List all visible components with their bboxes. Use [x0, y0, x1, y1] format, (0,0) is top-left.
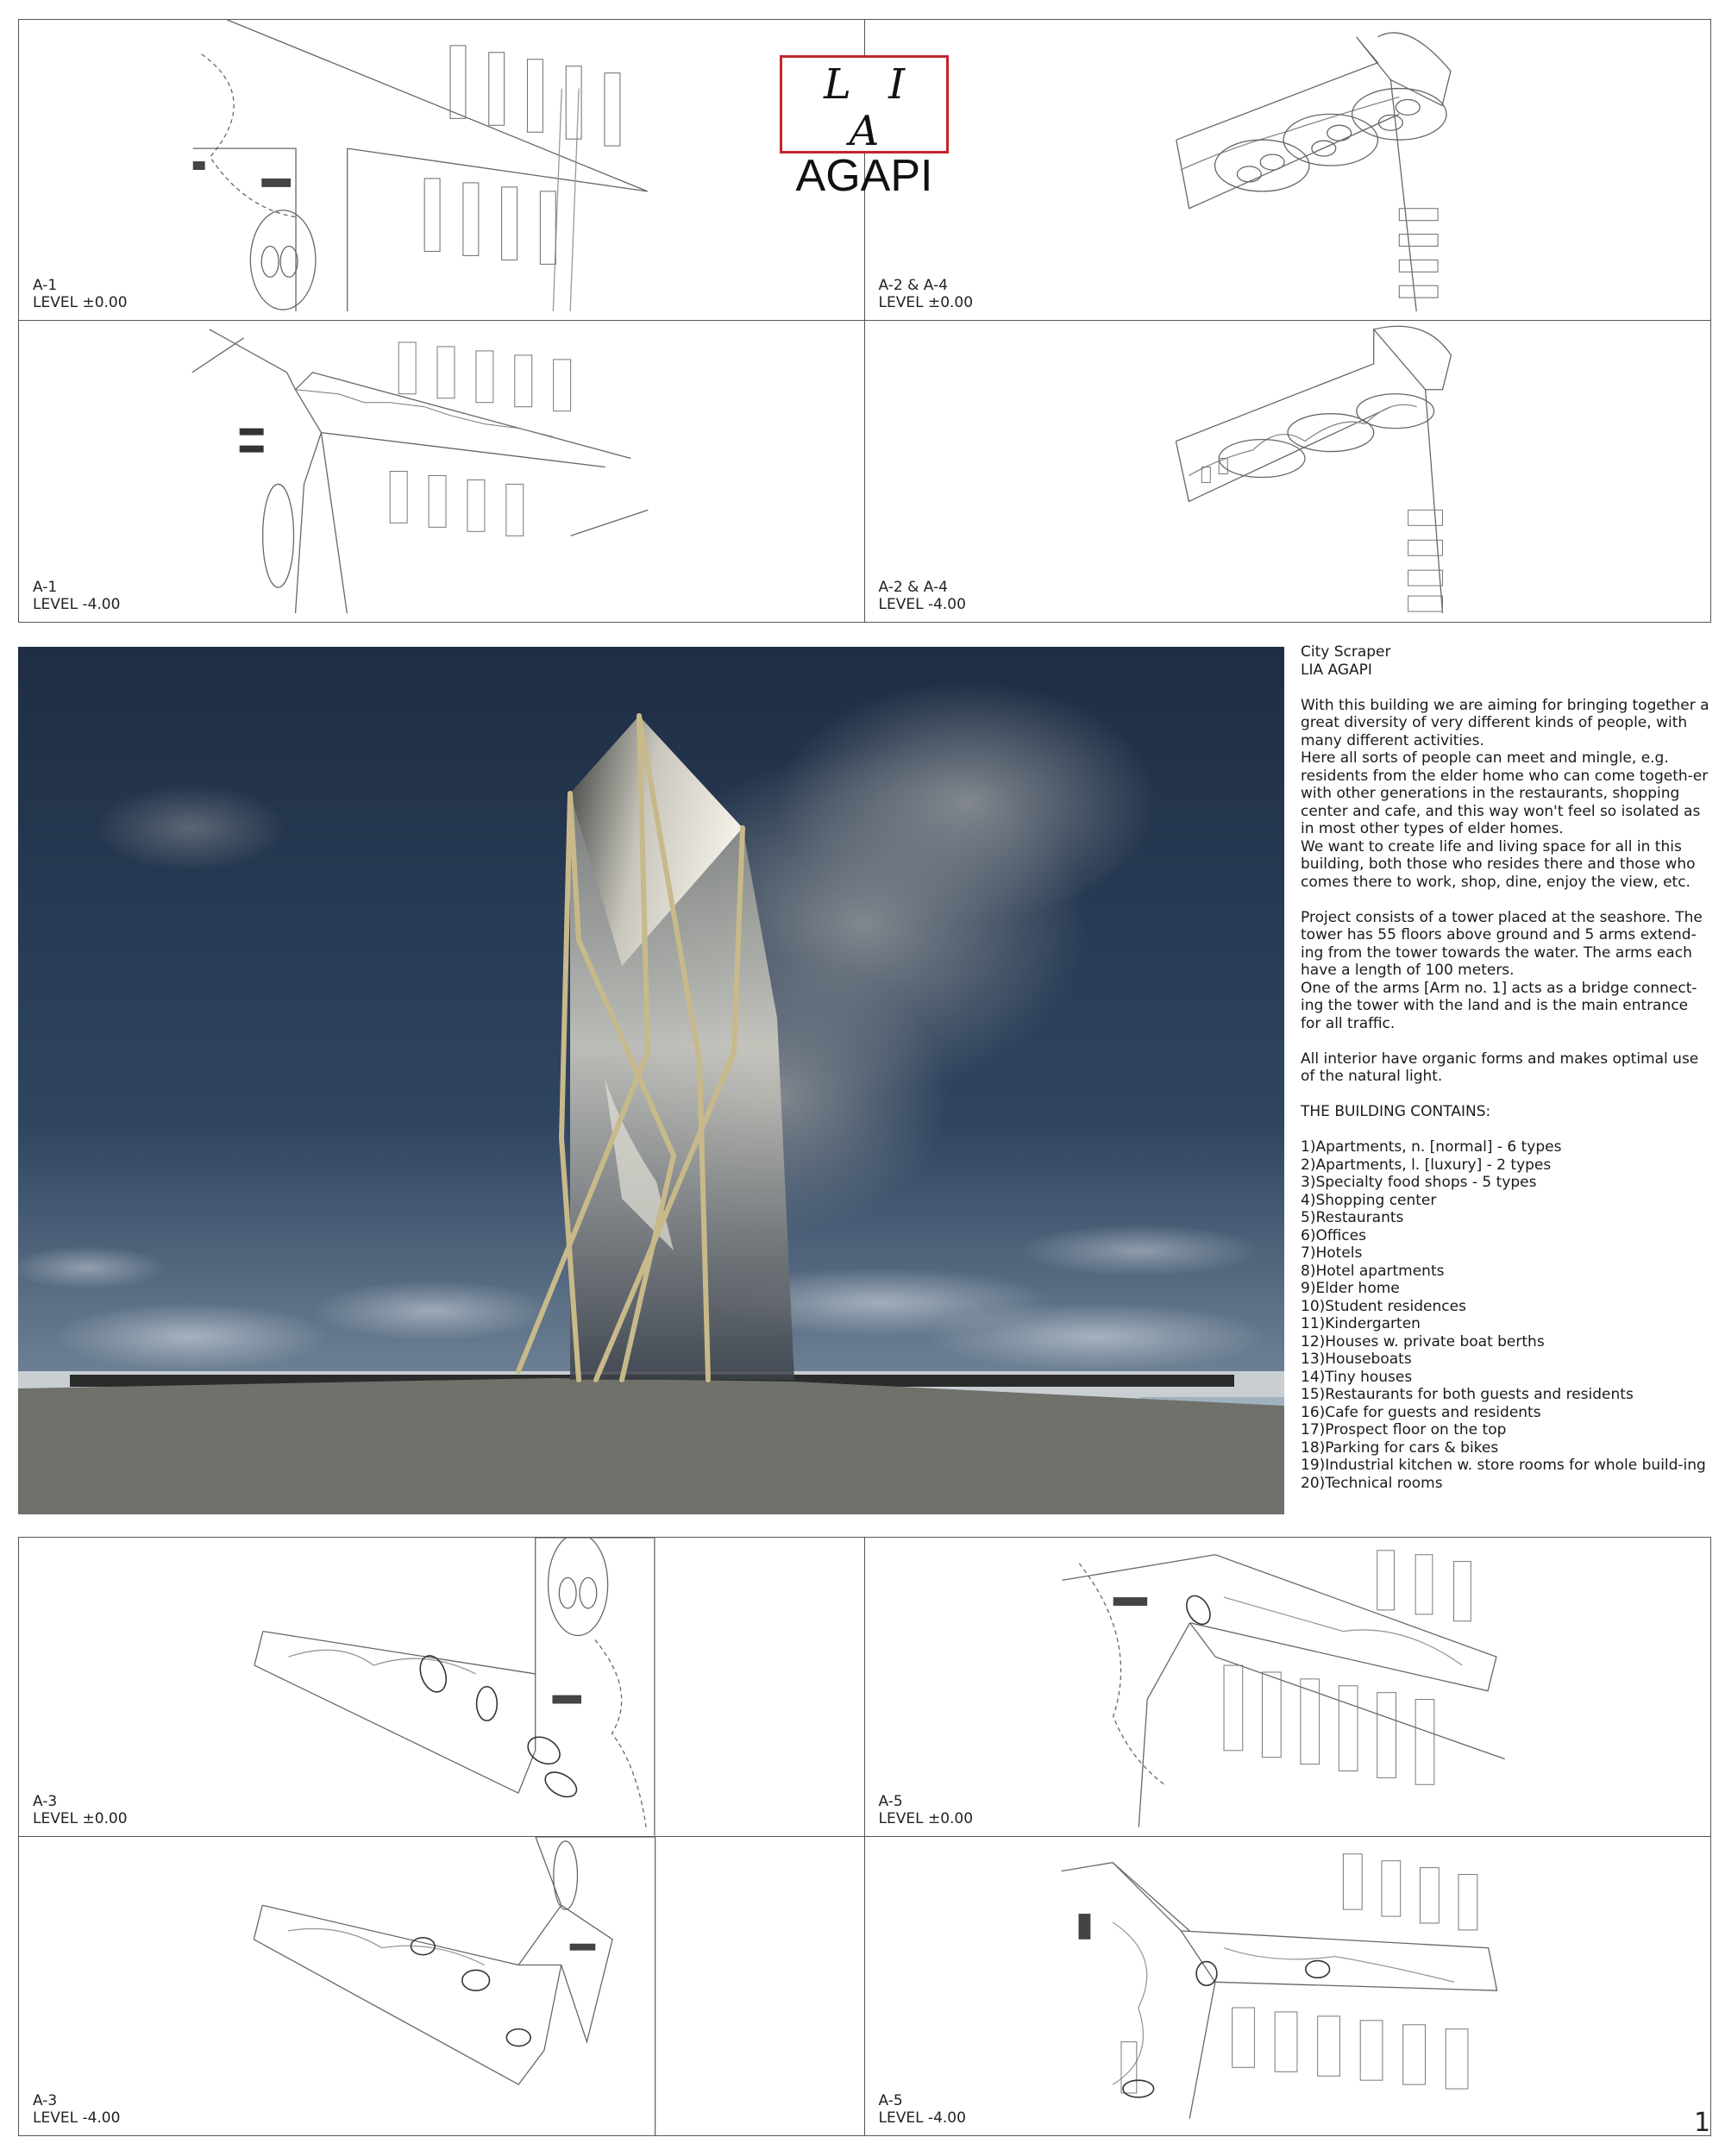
plan-caption	[33, 277, 128, 311]
contents-heading: THE BUILDING CONTAINS:	[1301, 1103, 1491, 1120]
list-item: 8)Hotel apartments	[1301, 1262, 1445, 1280]
plan-caption	[33, 579, 120, 613]
plan-level: LEVEL -4.00	[878, 596, 966, 613]
list-item: 16)Cafe for guests and residents	[1301, 1403, 1541, 1421]
list-item: 17)Prospect floor on the top	[1301, 1421, 1507, 1438]
list-item: 7)Hotels	[1301, 1244, 1363, 1262]
plan-name: A-5	[878, 1792, 903, 1810]
plan-caption	[33, 1793, 128, 1827]
plan-name: A-2 & A-4	[878, 579, 948, 596]
plan-cell-a2-a4-level-0	[865, 20, 1711, 321]
plan-level: LEVEL ±0.00	[878, 294, 974, 311]
plan-name: A-2 & A-4	[878, 277, 948, 294]
description-paragraph: Project consists of a tower placed at the seashore. The tower has 55 floors above ground and 5 arms extend-ing from the tower towards the water. The arms each have a length of 100 meters.	[1301, 908, 1703, 979]
list-item: 12)Houses w. private boat berths	[1301, 1332, 1545, 1351]
floor-plans-bottom-grid	[18, 1537, 1711, 2136]
plan-level: LEVEL ±0.00	[33, 294, 128, 311]
plan-caption	[879, 277, 974, 311]
list-item: 4)Shopping center	[1301, 1191, 1437, 1209]
plan-cell-a1-level-0	[19, 20, 865, 321]
list-item: 10)Student residences	[1301, 1297, 1466, 1315]
project-logo	[780, 55, 949, 201]
list-item: 6)Offices	[1301, 1226, 1366, 1244]
list-item: 18)Parking for cars & bikes	[1301, 1438, 1499, 1457]
plan-caption	[879, 1793, 974, 1827]
list-item: 11)Kindergarten	[1301, 1315, 1421, 1332]
project-author: LIA AGAPI	[1301, 661, 1372, 679]
plan-level: LEVEL -4.00	[878, 2109, 966, 2127]
logo-main-text: AGAPI	[795, 151, 933, 201]
plan-drawing-a5-level-0	[1059, 1538, 1525, 1836]
list-item: 13)Houseboats	[1301, 1351, 1412, 1368]
plan-cell-a5-level-0	[865, 1538, 1711, 1837]
plan-cell-a2-a4-level-minus4	[865, 321, 1711, 622]
list-item: 1)Apartments, n. [normal] - 6 types	[1301, 1138, 1562, 1156]
page-number: 1	[1694, 2108, 1711, 2138]
plan-drawing-a3-level-minus4	[235, 1837, 666, 2136]
plan-cell-a5-level-minus4	[865, 1837, 1711, 2136]
plan-drawing-a5-level-minus4	[1059, 1837, 1525, 2136]
plan-name: A-1	[33, 579, 58, 596]
plan-cell-a1-level-minus4	[19, 321, 865, 622]
list-item: 5)Restaurants	[1301, 1209, 1404, 1226]
plan-level: LEVEL ±0.00	[878, 1809, 974, 1827]
description-paragraph: One of the arms [Arm no. 1] acts as a bridge connect-ing the tower with the land and is the main entrance for all traffic.	[1301, 979, 1697, 1032]
plan-name: A-5	[878, 2092, 903, 2109]
project-title: City Scraper	[1301, 643, 1391, 661]
plan-name: A-3	[33, 1792, 58, 1810]
list-item: 19)Industrial kitchen w. store rooms for whole build-ing	[1301, 1457, 1706, 1474]
list-item: 15)Restaurants for both guests and residents	[1301, 1386, 1634, 1403]
list-item: 9)Elder home	[1301, 1280, 1400, 1297]
plan-drawing-a1-level-0	[191, 20, 709, 320]
list-item: 3)Specialty food shops - 5 types	[1301, 1174, 1537, 1191]
plan-caption	[879, 2092, 966, 2127]
plan-cell-a3-level-minus4	[19, 1837, 865, 2136]
plan-caption	[879, 579, 966, 613]
list-item: 2)Apartments, l. [luxury] - 2 types	[1301, 1156, 1552, 1174]
list-item: 20)Technical rooms	[1301, 1474, 1443, 1492]
description-paragraph: Here all sorts of people can meet and mingle, e.g. residents from the elder home who can come togeth-er with other generations in the restaurants, shopping center and cafe, and this way won't feel so isolated as in most other types of elder homes.	[1301, 749, 1709, 837]
plan-level: LEVEL -4.00	[33, 2109, 121, 2127]
plan-name: A-3	[33, 2092, 58, 2109]
contents-list	[1301, 1138, 1711, 1492]
plan-drawing-a3-level-0	[235, 1538, 666, 1836]
plan-drawing-a2-a4-level-0	[1081, 20, 1512, 320]
description-paragraph: We want to create life and living space for all in this building, both those who resides there and those who comes there to work, shop, dine, enjoy the view, etc.	[1301, 837, 1696, 891]
plan-drawing-a2-a4-level-minus4	[1081, 321, 1512, 622]
description-paragraph: With this building we are aiming for bringing together a great diversity of very different kinds of people, with many different activities.	[1301, 696, 1709, 749]
description-paragraph: All interior have organic forms and makes optimal use of the natural light.	[1301, 1050, 1699, 1085]
plan-drawing-a1-level-minus4	[191, 321, 709, 622]
tower-render-drawing	[18, 647, 1284, 1514]
plan-level: LEVEL ±0.00	[33, 1809, 128, 1827]
list-item: 14)Tiny houses	[1301, 1368, 1413, 1386]
plan-caption	[33, 2092, 120, 2127]
project-description	[1301, 643, 1711, 1492]
plan-name: A-1	[33, 277, 58, 294]
tower-render-image	[18, 647, 1284, 1514]
plan-cell-a3-level-0	[19, 1538, 865, 1837]
logo-script-text: L I A	[823, 60, 918, 155]
plan-level: LEVEL -4.00	[33, 596, 121, 613]
